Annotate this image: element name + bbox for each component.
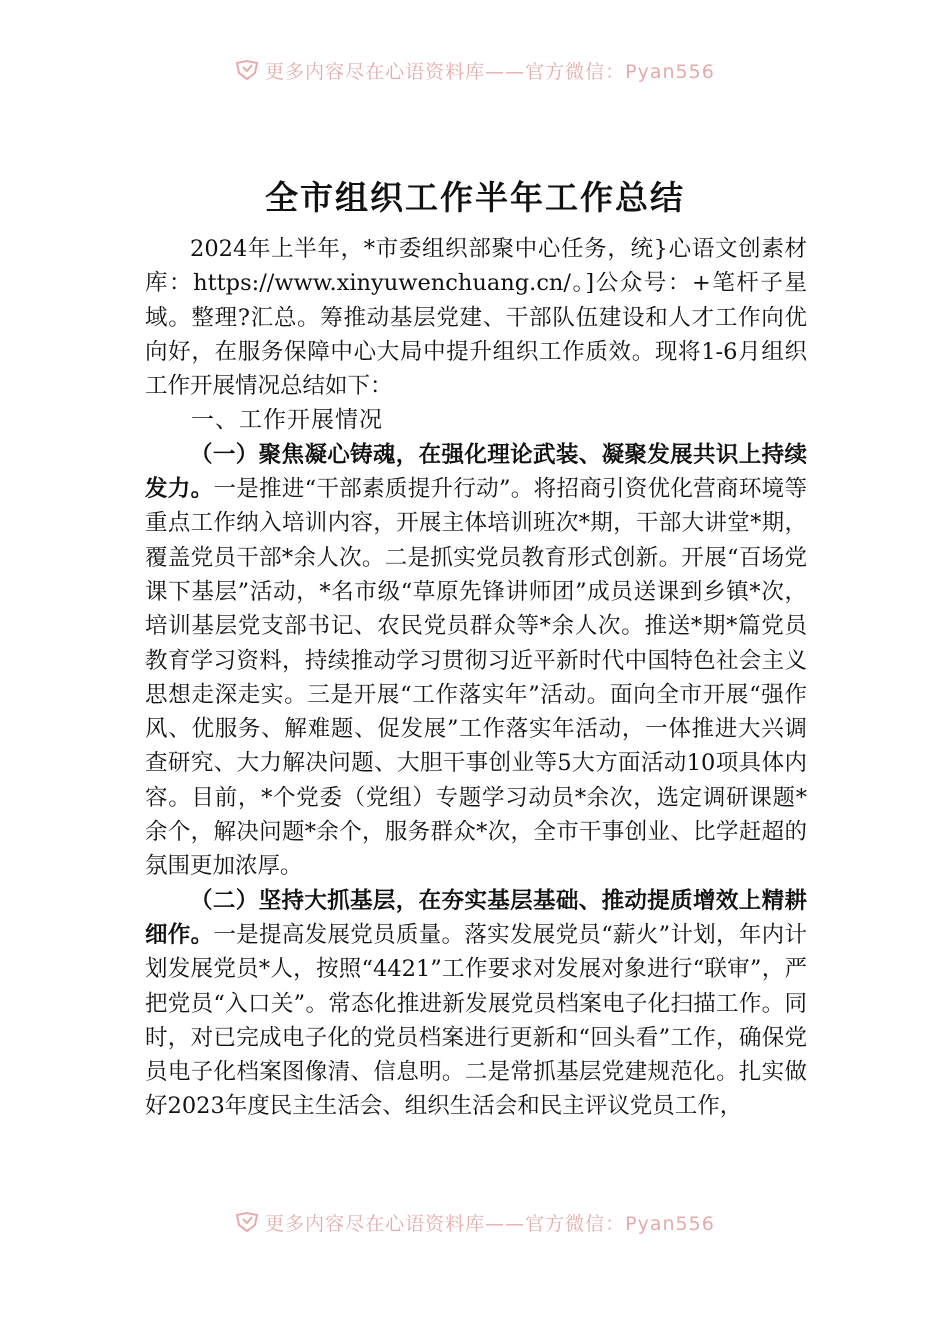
section-heading: 一、工作开展情况: [191, 407, 383, 434]
watermark-text: 更多内容尽在心语资料库——官方微信：Pyan556: [265, 1212, 715, 1235]
brand-logo-icon: [235, 59, 259, 81]
watermark-bottom: [0, 1207, 950, 1237]
watermark-top: [0, 55, 950, 85]
subsection-1-paragraph: [145, 438, 807, 884]
subsection-2-lead: （二）坚持大抓基层，在夯实基层基础、推动提质增效上精耕细作。: [145, 887, 807, 948]
subsection-2-body: 一是提高发展党员质量。落实发展党员“薪火”计划，年内计划发展党员*人，按照“4421”工作要求对发展对象进行“联审”，严把党员“入口关”。常态化推进新发展党员档案电子化扫描工作。同时，对已完成电子化的党员档案进行更新和“回头看”工作，确保党员电子化档案图像清、信息明。二是常抓基层党建规范化。扎实做好2023年度民主生活会、组织生活会和民主评议党员工作，: [145, 921, 807, 1120]
watermark-text: 更多内容尽在心语资料库——官方微信：Pyan556: [265, 60, 715, 83]
subsection-1-body: 一是推进“干部素质提升行动”。将招商引资优化营商环境等重点工作纳入培训内容，开展主体培训班次*期，干部大讲堂*期，覆盖党员干部*余人次。二是抓实党员教育形式创新。开展“百场党课下基层”活动，*名市级“草原先锋讲师团”成员送课到乡镇*次，培训基层党支部书记、农民党员群众等*余人次。推送*期*篇党员教育学习资料，持续推动学习贯彻习近平新时代中国特色社会主义思想走深走实。三是开展“工作落实年”活动。面向全市开展“强作风、优服务、解难题、促发展”工作落实年活动，一体推进大兴调查研究、大力解决问题、大胆干事创业等5大方面活动10项具体内容。目前，*个党委（党组）专题学习动员*余次，选定调研课题*余个，解决问题*余个，服务群众*次，全市干事创业、比学赶超的氛围更加浓厚。: [145, 476, 807, 880]
subsection-1-lead: （一）聚焦凝心铸魂，在强化理论武装、凝聚发展共识上持续发力。: [145, 441, 807, 503]
brand-logo-icon: [235, 1211, 259, 1233]
document-body: [145, 232, 807, 1124]
intro-paragraph: 2024年上半年，*市委组织部聚中心任务，统}心语文创素材库：https://www.xinyuwenchuang.cn/。]公众号：+笔杆子星域。整理?汇总。筹推动基层党建、干部队伍建设和人才工作向优向好，在服务保障中心大局中提升组织工作质效。现将1-6月组织工作开展情况总结如下：: [145, 236, 807, 400]
document-title: 全市组织工作半年工作总结: [265, 178, 685, 217]
subsection-2-paragraph: [145, 884, 807, 1124]
